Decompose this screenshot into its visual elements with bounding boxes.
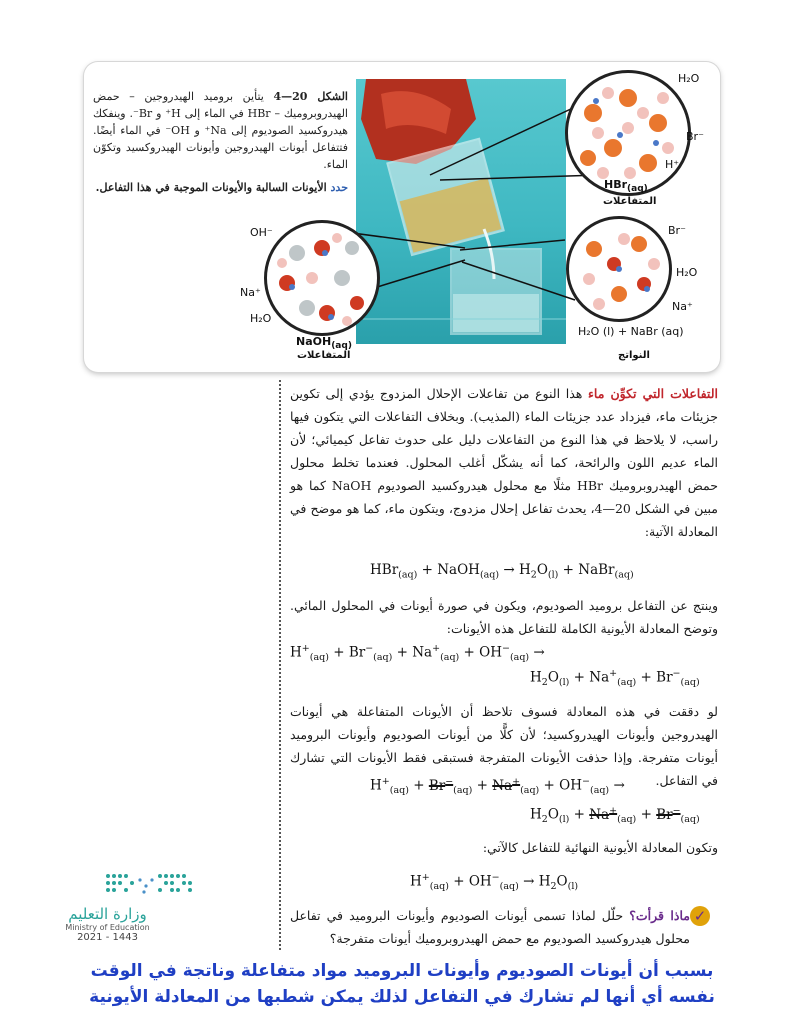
hbr-br-label: Br⁻ (686, 130, 704, 143)
section-paragraph-4: وتكون المعادلة الأيونية النهائية للتفاعل كالآتي: (482, 840, 718, 855)
naoh-molecule-circle (264, 220, 380, 336)
figure-question-text: الأيونات السالبة والأيونات الموجبة في هذا التفاعل. (95, 181, 327, 194)
ministry-year: 2021 - 1443 (77, 932, 138, 943)
products-molecule-circle (566, 216, 672, 322)
check-icon: ✓ (690, 906, 710, 926)
products-caption: النواتج (618, 350, 650, 361)
figure-caption (93, 88, 348, 196)
callout-lines (0, 0, 800, 400)
ministry-logo-text (60, 905, 155, 943)
section-heading: التفاعلات التي تكوِّن ماء (588, 386, 718, 401)
hbr-h-label: H⁺ (665, 158, 680, 171)
figure-caption-text: يتأين بروميد الهيدروجين – حمض الهيدروبروميك – HBr في الماء إلى H⁺ و Br⁻. وينفكك هيدروكسيد الصوديوم إلى Na⁺ و OH⁻ في الماء أيضًا. فتتفاعل أيونات الهيدروجين وأيونات الهيدروكسيد وتكوّن الماء. (93, 90, 348, 171)
reading-check (290, 904, 690, 950)
answer-text: بسبب أن أيونات الصوديوم وأيونات البروميد مواد متفاعلة وناتجة في الوقت نفسه أي أنها لم تشارك في التفاعل لذلك يمكن شطبها من المعادلة الأيونية (89, 961, 715, 1007)
equation-net-ionic: $H^+_{(aq)} + OH^-_{(aq)} \to H_2O_{(l)}$ (410, 872, 579, 893)
hbr-h2o-label: H₂O (678, 72, 700, 85)
paragraph-1-text: هذا النوع من تفاعلات الإحلال المزدوج يؤدي إلى تكوين جزيئات ماء، فيزداد عدد جزيئات الماء (المذيب). وبخلاف التفاعلات التي يتكون فيها راسب، لا يلاحظ في هذا النوع من التفاعلات دليل على حدوث تفاعل كيميائي؛ لأن الماء عديم اللون والرائحة، كما أنه يشكّل أغلب المحلول. فعندما تخلط محلول حمض الهيدروبروميك HBr مثلًا مع محلول هيدروكسيد الصوديوم NaOH كما هو مبين في الشكل 20—4، يحدث تفاعل إحلال مزدوج، ويتكون ماء، كما هو موضح في المعادلة الآتية: (290, 386, 719, 539)
naoh-na-label: Na⁺ (240, 286, 261, 299)
figure-question-word: حدد (330, 181, 348, 194)
ministry-english-name: Ministry of Education (65, 923, 150, 932)
products-formula: H₂O (l) + NaBr (aq) (578, 325, 684, 338)
section-paragraph-1 (290, 382, 718, 543)
reading-check-label: ماذا قرأت؟ (629, 908, 690, 923)
naoh-formula: NaOH$_{(aq)}$ (296, 335, 352, 352)
naoh-reactants-caption: المتفاعلات (297, 350, 351, 361)
naoh-h2o-label: H₂O (250, 312, 272, 325)
section-paragraph-3: لو دققت في هذه المعادلة فسوف تلاحظ أن الأيونات المتفاعلة هي أيونات الهيدروجين وأيونات الهيدروكسيد؛ لأن كلًّا من أيونات الصوديوم وأيونات البروميد أيونات متفرجة. وإذا حذفت الأيونات المتفرجة فستبقى فقط الأيونات التي تشارك في التفاعل. (290, 704, 718, 788)
reading-check-text: حلّل لماذا تسمى أيونات الصوديوم وأيونات البروميد في تفاعل محلول هيدروكسيد الصوديوم مع حمض الهيدروبروميك أيونات متفرجة؟ (290, 908, 690, 946)
column-divider (279, 380, 281, 950)
products-na-label: Na⁺ (672, 300, 693, 313)
products-br-label: Br⁻ (668, 224, 686, 237)
ministry-arabic-name: وزارة التعليم (68, 905, 147, 923)
equation-complete-ionic-1: $H^+_{(aq)} + Br^-_{(aq)} + Na^+_{(aq)} + OH^-_{(aq)}$ → (290, 643, 545, 664)
equation-spectators-1: $H^+_{(aq)} + Br^-_{(aq)} + Na^+_{(aq)} + OH^-_{(aq)}$ → (370, 776, 625, 797)
equation-spectators-2: $H_2O_{(l)} + Na^+_{(aq)} + Br^-_{(aq)}$ (530, 805, 700, 826)
equation-complete-ionic-2: $H_2O_{(l)} + Na^+_{(aq)} + Br^-_{(aq)}$ (530, 668, 700, 689)
figure-label: الشكل 20—4 (273, 90, 348, 103)
figure-question (93, 179, 348, 196)
hbr-reactants-caption: المتفاعلات (603, 196, 657, 207)
products-h2o-label: H₂O (676, 266, 698, 279)
equation-molecular: HBr$_{(aq)}$ + NaOH$_{(aq)}$ → $H_2O_{(l)}$ + NaBr$_{(aq)}$ (370, 562, 634, 581)
section-paragraph-2: وينتج عن التفاعل بروميد الصوديوم، ويكون في صورة أيونات في المحلول المائي. وتوضح المعادلة الأيونية الكاملة للتفاعل هذه الأيونات: (290, 598, 718, 636)
naoh-oh-label: OH⁻ (250, 226, 273, 239)
ministry-logo-icon (100, 868, 200, 898)
hbr-formula: HBr$_{(aq)}$ (604, 178, 648, 195)
